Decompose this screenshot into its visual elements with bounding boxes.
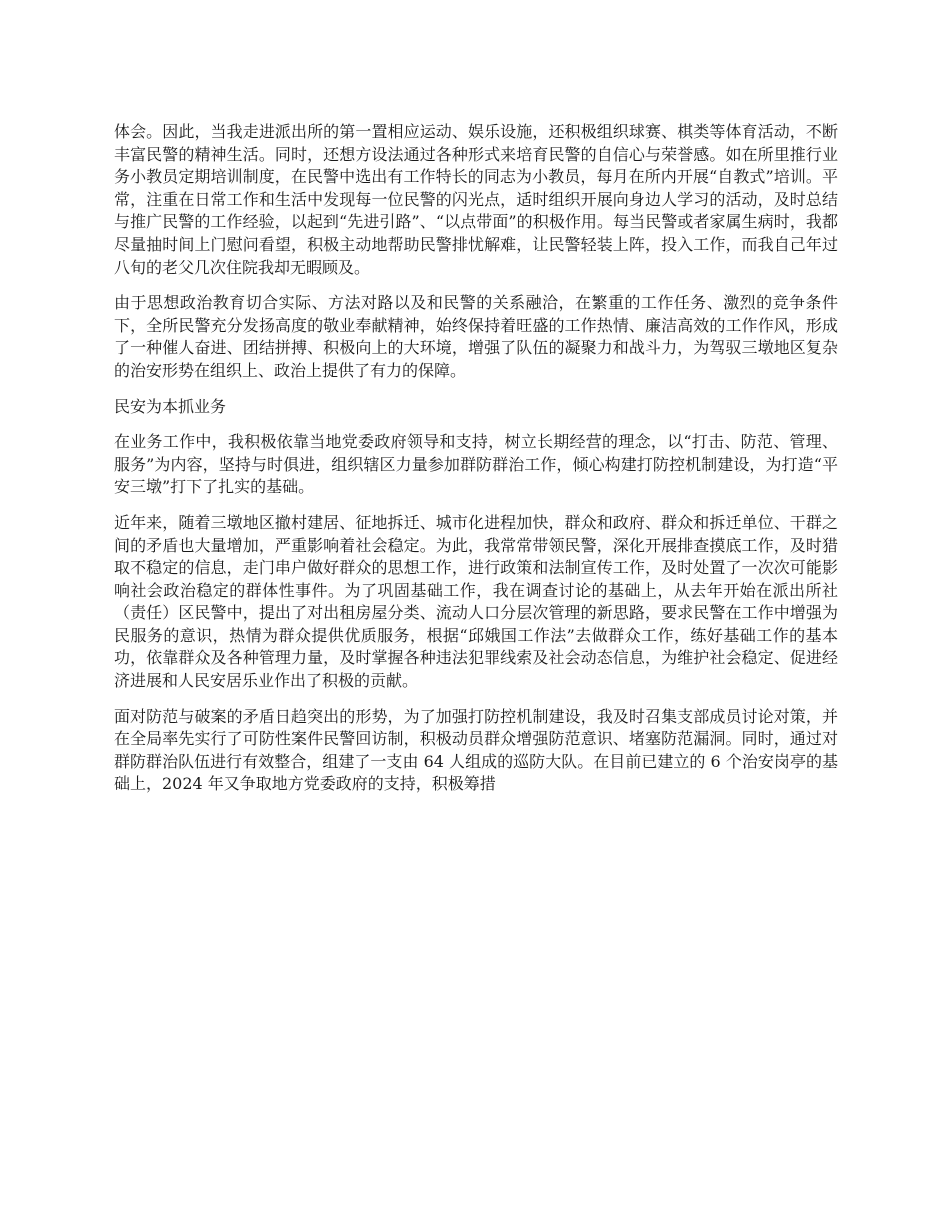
document-body: [114, 121, 838, 809]
paragraph-5: 面对防范与破案的矛盾日趋突出的形势，为了加强打防控机制建设，我及时召集支部成员讨论对策，并在全局率先实行了可防性案件民警回访制，积极动员群众增强防范意识、堵塞防范漏洞。同时，通过对群防群治队伍进行有效整合，组建了一支由 64 人组成的巡防大队。在目前已建立的 6 个治安岗亭的基础上，2024 年又争取地方党委政府的支持，积极筹措: [114, 706, 838, 794]
paragraph-4: 近年来，随着三墩地区撤村建居、征地拆迁、城市化进程加快，群众和政府、群众和拆迁单位、干群之间的矛盾也大量增加，严重影响着社会稳定。为此，我常常带领民警，深化开展排查摸底工作，及时猎取不稳定的信息，走门串户做好群众的思想工作，进行政策和法制宣传工作，及时处置了一次次可能影响社会政治稳定的群体性事件。为了巩固基础工作，我在调查讨论的基础上，从去年开始在派出所社（责任）区民警中，提出了对出租房屋分类、流动人口分层次管理的新思路，要求民警在工作中增强为民服务的意识，热情为群众提供优质服务，根据“邱娥国工作法”去做群众工作，练好基础工作的基本功，依靠群众及各种管理力量，及时掌握各种违法犯罪线索及社会动态信息，为维护社会稳定、促进经济进展和人民安居乐业作出了积极的贡献。: [114, 512, 838, 691]
paragraph-1: 体会。因此，当我走进派出所的第一置相应运动、娱乐设施，还积极组织球赛、棋类等体育活动，不断丰富民警的精神生活。同时，还想方设法通过各种形式来培育民警的自信心与荣誉感。如在所里推行业务小教员定期培训制度，在民警中选出有工作特长的同志为小教员，每月在所内开展“自教式”培训。平常，注重在日常工作和生活中发现每一位民警的闪光点，适时组织开展向身边人学习的活动，及时总结与推广民警的工作经验，以起到“先进引路”、“以点带面”的积极作用。每当民警或者家属生病时，我都尽量抽时间上门慰问看望，积极主动地帮助民警排忧解难，让民警轻装上阵，投入工作，而我自己年过八旬的老父几次住院我却无暇顾及。: [114, 122, 838, 277]
paragraph-3: 在业务工作中，我积极依靠当地党委政府领导和支持，树立长期经营的理念，以“打击、防范、管理、服务”为内容，坚持与时俱进，组织辖区力量参加群防群治工作，倾心构建打防控机制建设，为打造“平安三墩”打下了扎实的基础。: [114, 432, 838, 497]
paragraph-2: 由于思想政治教育切合实际、方法对路以及和民警的关系融洽，在繁重的工作任务、激烈的竞争条件下，全所民警充分发扬高度的敬业奉献精神，始终保持着旺盛的工作热情、廉洁高效的工作作风，形成了一种催人奋进、团结拼搏、积极向上的大环境，增强了队伍的凝聚力和战斗力，为驾驭三墩地区复杂的治安形势在组织上、政治上提供了有力的保障。: [114, 293, 838, 380]
section-heading: 民安为本抓业务: [114, 396, 227, 416]
